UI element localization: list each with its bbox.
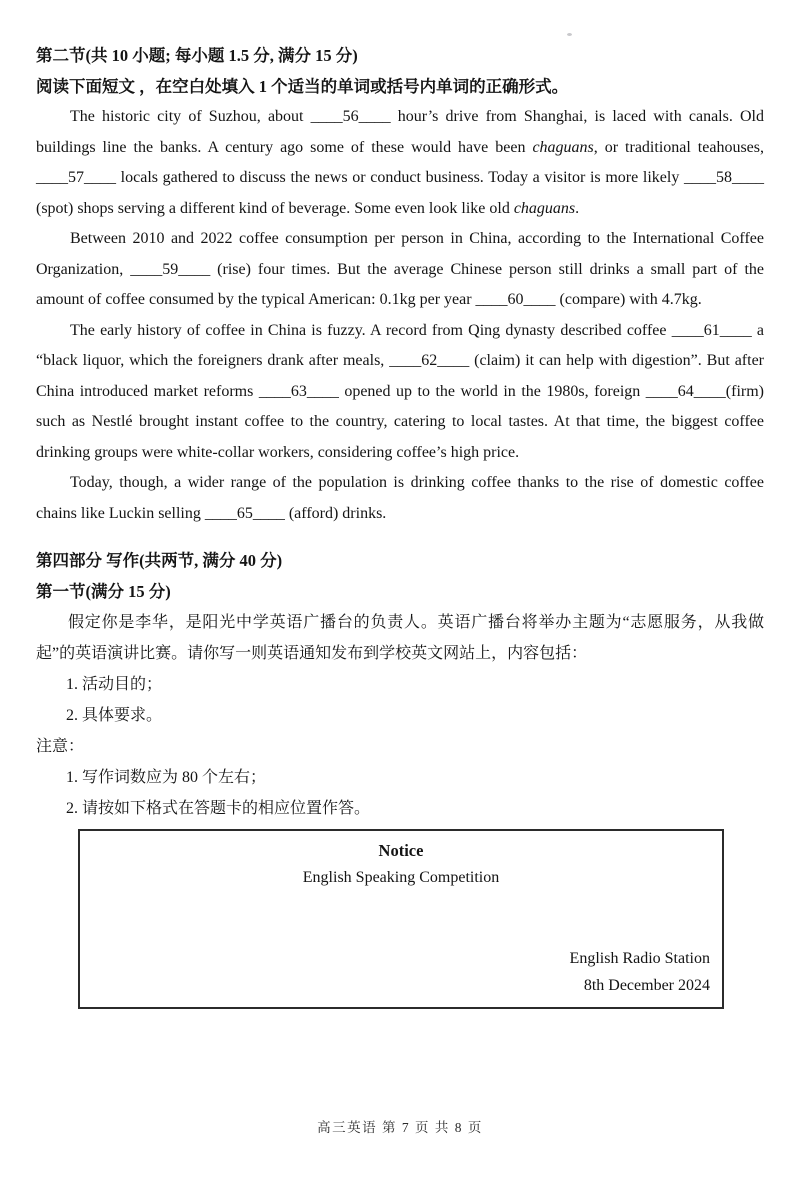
cloze-paragraph-1: The historic city of Suzhou, about ____56____ hour’s drive from Shanghai, is laced with canals. Old buildings line the banks. A century ago some of these would have been chaguans, or traditional teahouses, ____57____ locals gathered to discuss the news or conduct business. Today a visitor is more likely ____58____ (spot) shops serving a different kind of beverage. Some even look like old chaguans.: [36, 108, 764, 217]
section4-heading: 第四部分 写作(共两节, 满分 40 分): [36, 551, 283, 570]
cloze-paragraph-4: Today, though, a wider range of the population is drinking coffee thanks to the rise of domestic coffee chains like Luckin selling ____65____ (afford) drinks.: [36, 474, 764, 522]
section4-subheading: 第一节(满分 15 分): [36, 582, 171, 601]
section2-instruction: 阅读下面短文 ，在空白处填入 1 个适当的单词或括号内单词的正确形式。: [36, 77, 569, 96]
writing-point-2: 2. 具体要求。: [66, 707, 163, 724]
page-footer: 高三英语 第 7 页 共 8 页: [317, 1120, 483, 1135]
notice-box: [78, 829, 724, 1009]
cloze-paragraph-3: The early history of coffee in China is fuzzy. A record from Qing dynasty described coffee ____61____ a “black liquor, which the foreigners drank after meals, ____62____ (claim) it can help with digestion”. But after China introduced market reforms ____63____ opened up to the world in the 1980s, foreign ____64____(firm) such as Nestlé brought instant coffee to the country, catering to local tastes. At that time, the biggest coffee drinking groups were white-collar workers, considering coffee’s high price.: [36, 321, 764, 461]
cloze-paragraph-2: Between 2010 and 2022 coffee consumption per person in China, according to the International Coffee Organization, ____59____ (rise) four times. But the average Chinese person still drinks a small part of the amount of coffee consumed by the typical American: 0.1kg per year ____60____ (compare) with 4.7kg.: [36, 230, 764, 308]
note-2: 2. 请按如下格式在答题卡的相应位置作答。: [66, 800, 371, 817]
writing-point-1: 1. 活动目的；: [66, 676, 163, 693]
notice-title: Notice: [378, 841, 424, 860]
note-1: 1. 写作词数应为 80 个左右；: [66, 769, 267, 786]
writing-prompt: 假定你是李华，是阳光中学英语广播台的负责人。英语广播台将举办主题为“志愿服务，从我做起”的英语演讲比赛。请你写一则英语通知发布到学校英文网站上，内容包括：: [36, 614, 764, 662]
notice-date: 8th December 2024: [583, 977, 710, 994]
notice-writing-space: [92, 891, 710, 945]
scan-artifact: [567, 33, 572, 36]
notice-subtitle: English Speaking Competition: [302, 869, 500, 886]
section2-heading: 第二节(共 10 小题; 每小题 1.5 分, 满分 15 分): [36, 46, 358, 65]
notes-label: 注意：: [36, 738, 85, 755]
notice-signature: English Radio Station: [569, 950, 710, 967]
